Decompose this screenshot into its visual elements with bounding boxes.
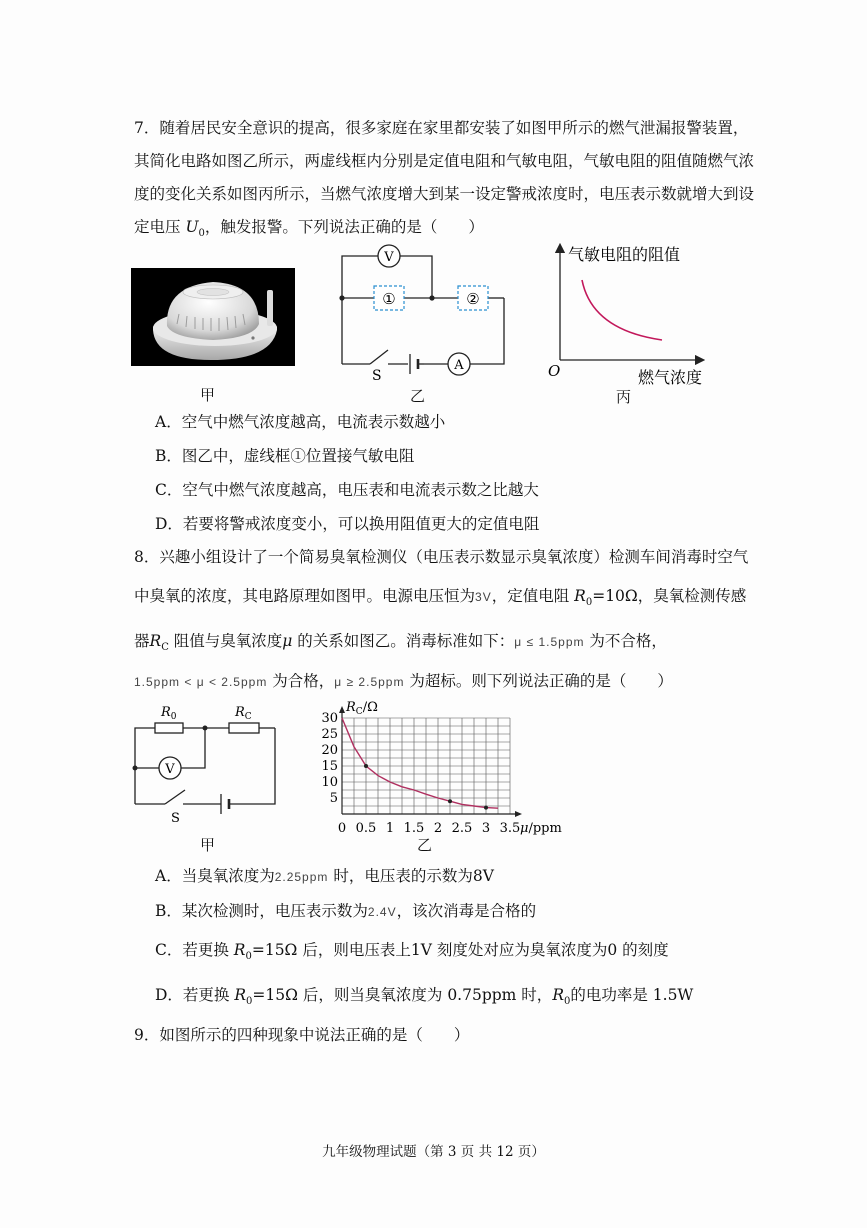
x-tick-label: 3 xyxy=(481,821,491,836)
q7-circuit-diagram xyxy=(330,238,510,388)
q8-option-d-r-subscript: 0 xyxy=(246,996,253,1008)
svg-text:①: ① xyxy=(382,290,396,308)
q8-line-3-tail: 为不合格， xyxy=(584,632,667,650)
x-tick-label: 2.5 xyxy=(451,821,473,836)
q8-standard-exceed: μ ≥ 2.5ppm xyxy=(334,675,405,689)
q8-option-a-value: 2.25ppm xyxy=(274,870,329,884)
chart-series-line xyxy=(342,718,498,808)
q8-mu-symbol: μ xyxy=(282,632,293,650)
q7-voltmeter xyxy=(378,245,400,267)
chart-ticks xyxy=(321,711,520,836)
q8-option-c-r-symbol: R xyxy=(233,941,246,959)
y-tick-label: 5 xyxy=(329,791,338,806)
q7-option-d: D．若要将警戒浓度变小，可以换用阻值更大的定值电阻 xyxy=(155,515,540,533)
q7-u0-symbol: U xyxy=(185,218,199,236)
q7-line-4-tail: ，触发报警。下列说法正确的是（ ） xyxy=(204,218,484,236)
q8-option-b xyxy=(155,901,536,922)
q8-option-c-tail: 后，则电压表上1V 刻度处对应为臭氧浓度为0 的刻度 xyxy=(297,941,669,959)
q8-rc-chart xyxy=(312,698,572,840)
q8-r0-subscript: 0 xyxy=(585,597,593,609)
q7-dashed-box-2 xyxy=(458,286,488,310)
q7-line-1: 7．随着居民安全意识的提高，很多家庭在家里都安装了如图甲所示的燃气泄漏报警装置， xyxy=(134,119,749,137)
x-axis-arrow xyxy=(515,811,522,817)
q7-resistance-curve xyxy=(582,280,662,340)
q8-switch-label: S xyxy=(171,811,180,826)
q8-option-a xyxy=(155,866,494,887)
q8-option-c-r-subscript: 0 xyxy=(245,951,252,963)
q8-r0-symbol: R xyxy=(574,587,586,605)
q8-option-c-r-value: =15Ω xyxy=(251,941,298,959)
q7-line-3: 度的变化关系如图丙所示，当燃气浓度增大到某一设定警戒浓度时，电压表示数就增大到设 xyxy=(134,185,755,203)
q8-line-4 xyxy=(134,671,673,692)
q8-option-d-tail: 的电功率是 1.5W xyxy=(570,986,694,1004)
svg-text:A: A xyxy=(454,358,464,373)
q8-option-b-text: B．某次检测时，电压表示数为 xyxy=(155,902,368,920)
q8-supply-voltage: 3V xyxy=(475,590,492,604)
x-tick-label: 2 xyxy=(433,821,443,836)
q8-option-a-text: A．当臭氧浓度为 xyxy=(155,867,275,885)
q8-line-1: 8．兴趣小组设计了一个简易臭氧检测仪（电压表示数显示臭氧浓度）检测车间消毒时空气 xyxy=(134,548,749,566)
q8-fig-label-yi: 乙 xyxy=(417,836,433,854)
data-point xyxy=(364,764,368,768)
svg-text:V: V xyxy=(165,762,175,777)
q8-r0-value: =10Ω xyxy=(592,587,638,605)
y-tick-label: 30 xyxy=(321,711,338,726)
q7-fig-label-bing: 丙 xyxy=(616,388,632,406)
q7-graph-xlabel: 燃气浓度 xyxy=(638,368,703,387)
q8-line-3-text-b: 阻值与臭氧浓度 xyxy=(168,632,283,650)
q7-option-a: A．空气中燃气浓度越高，电流表示数越小 xyxy=(155,413,446,431)
data-point xyxy=(484,806,488,810)
q8-rc-resistor xyxy=(229,723,259,733)
q7-resistance-graph xyxy=(540,238,730,393)
q8-r0-resistor xyxy=(155,723,183,733)
chart-x-label: μ/ppm xyxy=(520,821,562,836)
q8-rc-symbol: R xyxy=(149,632,162,650)
q7-dashed-box-1 xyxy=(374,286,404,310)
q8-r0-label: $R_0$ xyxy=(161,705,177,722)
q8-rc-label: $R_C$ xyxy=(235,705,252,722)
q7-switch-label: S xyxy=(372,368,382,384)
q8-standard-fail: μ ≤ 1.5ppm xyxy=(514,635,585,649)
x-tick-label: 1 xyxy=(385,821,395,836)
q8-option-d-r2-symbol: R xyxy=(552,986,564,1004)
q7-u0-subscript: 0 xyxy=(198,228,205,240)
q8-fig-label-jia: 甲 xyxy=(200,836,216,854)
svg-text:②: ② xyxy=(466,290,480,308)
chart-y-label: $R_C/\Omega$ xyxy=(346,700,378,717)
q8-option-d xyxy=(155,985,693,1012)
q7-option-c: C．空气中燃气浓度越高，电压表和电流表示数之比越大 xyxy=(155,481,539,499)
q7-line-2: 其简化电路如图乙所示，两虚线框内分别是定值电阻和气敏电阻，气敏电阻的阻值随燃气浓 xyxy=(134,152,755,170)
q7-ammeter xyxy=(448,353,470,375)
q8-line-2-text: 中臭氧的浓度，其电路原理如图甲。电源电压恒为 xyxy=(134,587,476,605)
x-tick-label: 0 xyxy=(337,821,347,836)
x-tick-label: 3.5 xyxy=(499,821,521,836)
q8-line-2-text-b: ，定值电阻 xyxy=(491,587,570,605)
q8-option-d-r2-subscript: 0 xyxy=(563,996,571,1008)
q7-line-4-text: 定电压 xyxy=(134,218,186,236)
q8-option-c xyxy=(155,940,669,967)
q8-option-d-r-symbol: R xyxy=(234,986,247,1004)
q8-circuit-diagram xyxy=(125,702,285,828)
q7-option-b: B．图乙中，虚线框①位置接气敏电阻 xyxy=(155,447,415,465)
q8-line-3-text: 器 xyxy=(134,632,150,650)
q8-line-4-text: 为合格， xyxy=(267,672,335,690)
q8-line-4-tail: 为超标。则下列说法正确的是（ ） xyxy=(404,672,673,690)
q8-line-3 xyxy=(134,631,667,658)
q8-option-d-text: D．若更换 xyxy=(155,986,235,1004)
q8-option-c-text: C．若更换 xyxy=(155,941,234,959)
q7-graph-ylabel: 气敏电阻的阻值 xyxy=(568,245,681,264)
x-tick-label: 0.5 xyxy=(355,821,377,836)
q8-rc-subscript: C xyxy=(161,642,169,654)
q7-fig-label-jia: 甲 xyxy=(200,386,216,404)
q8-option-b-tail: ，该次消毒是合格的 xyxy=(396,902,537,920)
chart-axes xyxy=(339,706,522,817)
q8-line-2 xyxy=(134,586,746,613)
q8-standard-pass: 1.5ppm < μ < 2.5ppm xyxy=(134,675,268,689)
svg-text:V: V xyxy=(384,250,394,265)
y-tick-label: 25 xyxy=(321,727,338,742)
y-axis-arrow xyxy=(339,706,345,713)
q8-option-b-value: 2.4V xyxy=(367,905,397,919)
q8-option-d-r-value: =15Ω xyxy=(252,986,298,1004)
y-tick-label: 15 xyxy=(321,759,338,774)
q8-voltmeter xyxy=(159,757,181,779)
q8-option-d-mid: 后，则当臭氧浓度为 0.75ppm 时， xyxy=(297,986,553,1004)
q7-fig-label-yi: 乙 xyxy=(410,387,426,405)
page-footer: 九年级物理试题（第 3 页 共 12 页） xyxy=(322,1144,545,1160)
q7-graph-origin: O xyxy=(548,362,561,380)
data-point xyxy=(448,799,452,803)
y-tick-label: 10 xyxy=(321,775,338,790)
q8-line-3-text-c: 的关系如图乙。消毒标准如下： xyxy=(292,632,515,650)
x-tick-label: 1.5 xyxy=(403,821,425,836)
gas-alarm-photo xyxy=(131,268,295,366)
y-tick-label: 20 xyxy=(321,743,338,758)
q8-line-2-tail: ，臭氧检测传感 xyxy=(637,587,747,605)
q9-line-1: 9．如图所示的四种现象中说法正确的是（ ） xyxy=(134,1026,470,1044)
q8-option-a-tail: 时，电压表的示数为8V xyxy=(328,867,494,885)
